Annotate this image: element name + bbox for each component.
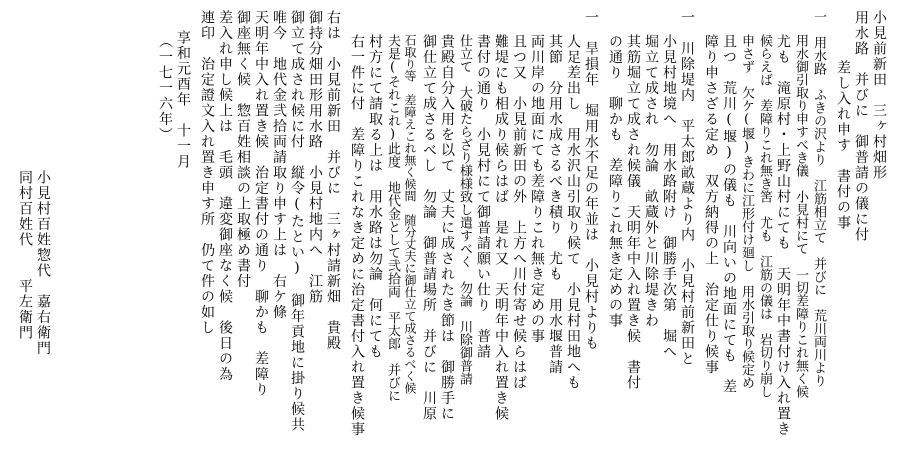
section-line: 仕立て 大破たらざり様様致し遣すべく 勿論 川除御普請 (457, 34, 472, 385)
section-line: 尤も 滝原村・上野山村にても 天明年中書付け入れ置き (775, 34, 791, 437)
section-line: 人足差出し 用水沢山引取り候て 小見村田地へも (565, 34, 581, 391)
section-line: 御持分畑田形用水路 小見村地内へ 江筋 (307, 10, 323, 305)
title-line: 差し入れ申す 書付の事 (835, 60, 851, 231)
section-line: 障り申さざる定め 双方納得の上 治定仕り候事 (703, 34, 719, 375)
section-line: 村方にて請取る上は 用水路は勿論 何にても (367, 34, 383, 360)
section-line: 唯今 地代金弐拾両請取り申す上は 右ケ條 (271, 10, 287, 320)
section-line: 石取り等 差障えこれ無く候間 随分丈夫に御仕立て成さるべく候 (403, 34, 417, 394)
section-line: 夫是(それこれ)此度 地代金として弐拾両 平太郎 并びに (385, 34, 400, 402)
section-line: 貴殿自分入用を以て 丈夫に成されたき節は 御勝手に (439, 34, 455, 422)
section-line: 堀立て成され 勿論 畝蔵外と川除堤きわ (643, 34, 659, 329)
section-line: 申さず 欠ケ(堰)きわに江形付け廻し 用水引取り候定め (739, 34, 754, 389)
section-heading-line: 一 川除堤内 平太郎畝蔵より内 小見村前新田と (679, 10, 695, 367)
section-line: 差入れ申し候上は 毛頭 違変御座なく候 後日の為 (217, 10, 233, 382)
title-line: 用水路 并びに 御普請の儀に付 (853, 10, 869, 243)
section-line: 右一件に付 差障りこれなき定めに治定書付入れ置き候事 (349, 34, 365, 437)
section-heading-line: 一 旱損年 堀用水不足の年並は 小見村よりも (583, 10, 599, 351)
section-line: の通り 聊かも 差障りこれ無き定めの事 (607, 34, 623, 329)
section-line: 候らえば 差障りこれ無き筈 尤も 江筋の儀は 岩切り崩し (757, 34, 772, 398)
section-line: 右は 小見前新田 并びに 三ヶ村請新畑 貴殿 (325, 10, 341, 351)
section-line: 用水御引取り申すべき儀 小見村にて 一切差障りこれ無く候 (793, 34, 808, 398)
section-line: 且つ又 小見前新田の外 上方へ川付寄せ候らはば (511, 34, 527, 391)
section-line: 御仕立て成さるべし 勿論 御普請場所 并びに 川原 (421, 34, 437, 422)
section-line: 小見村地境へ 用水路附け 御勝手次第 堀へ (661, 34, 677, 360)
section-line: 御座無く候 惣百姓相談の上取極め書付 (235, 10, 251, 289)
date-line: （一七一六年） (157, 34, 173, 143)
section-line: 難堤にも相成り候らはば 是れ又 天明年中入れ置き候 (493, 34, 509, 422)
section-line: 御立て成され候に付 縦令(たとい) 御年貢地に掛り候共 (289, 10, 305, 433)
section-line: 且つ 荒川(堰)の儀も 川向いの地面にても 差 (721, 34, 737, 395)
signature-line: 小見村百姓惣代 嘉右衛門 (35, 170, 51, 356)
section-line: 両川岸の地面にても差障りこれ無き定めの事 (529, 34, 545, 344)
title-line: 小見前新田 三ヶ村畑形 (871, 10, 887, 181)
section-line: 其節 分用水成さるべき積り 尤も 用水堰普請 (547, 34, 563, 375)
section-line: 其筋堀立て成され候儀 天明年中入れ置き候 書付 (625, 34, 641, 391)
section-line: 書付の通り 小見村にて御普請願い仕り 普請 (475, 34, 491, 360)
signature-line: 同村百姓代 平左衛門 (17, 170, 33, 341)
section-heading-line: 一 用水路 ふきの沢より 江筋相立て 并びに 荒川両川より (811, 10, 826, 387)
section-line: 天明年中入れ置き候 治定書付の通り 聊かも 差障り (253, 10, 269, 398)
section-line: 連印 治定證文入れ置き申す所 仍て件の如し (199, 10, 215, 336)
date-line: 享和元酉年 十一月 (175, 30, 191, 170)
